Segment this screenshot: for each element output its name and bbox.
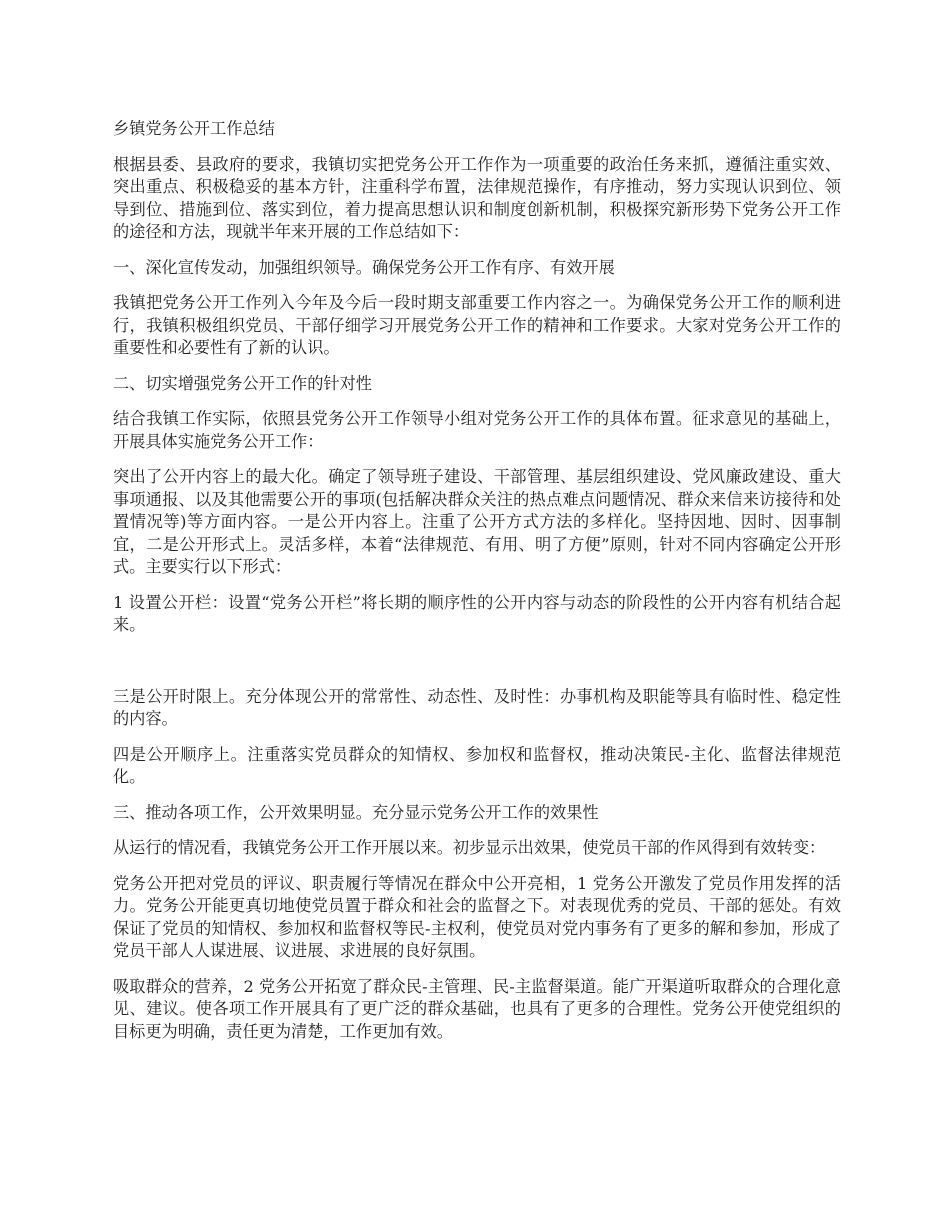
paragraph: 1 设置公开栏：设置“党务公开栏”将长期的顺序性的公开内容与动态的阶段性的公开内容有机结合起来。	[113, 592, 841, 634]
paragraph: 党务公开把对党员的评议、职责履行等情况在群众中公开亮相，1 党务公开激发了党员作用发挥的活力。党务公开能更真切地使党员置于群众和社会的监督之下。对表现优秀的党员、干部的惩处。有效保证了党员的知情权、参加权和监督权等民-主权利，使党员对党内事务有了更多的解和参加，形成了党员干部人人谋进展、议进展、求进展的良好氛围。	[113, 873, 841, 960]
paragraph: 我镇把党务公开工作列入今年及今后一段时期支部重要工作内容之一。为确保党务公开工作的顺利进行，我镇积极组织党员、干部仔细学习开展党务公开工作的精神和工作要求。大家对党务公开工作的重要性和必要性有了新的认识。	[113, 293, 841, 357]
document-body	[113, 118, 841, 1056]
section-heading-2: 二、切实增强党务公开工作的针对性	[113, 373, 372, 393]
paragraph: 吸取群众的营养，2 党务公开拓宽了群众民-主管理、民-主监督渠道。能广开渠道听取群众的合理化意见、建议。使各项工作开展具有了更广泛的群众基础，也具有了更多的合理性。党务公开使党组织的目标更为明确，责任更为清楚，工作更加有效。	[113, 976, 841, 1041]
paragraph: 四是公开顺序上。注重落实党员群众的知情权、参加权和监督权，推动决策民-主化、监督法律规范化。	[113, 744, 841, 786]
intro-paragraph: 根据县委、县政府的要求，我镇切实把党务公开工作作为一项重要的政治任务来抓，遵循注重实效、突出重点、积极稳妥的基本方针，注重科学布置，法律规范操作，有序推动，努力实现认识到位、领导到位、措施到位、落实到位，着力提高思想认识和制度创新机制，积极探究新形势下党务公开工作的途径和方法，现就半年来开展的工作总结如下：	[113, 154, 841, 241]
paragraph: 从运行的情况看，我镇党务公开工作开展以来。初步显示出效果，使党员干部的作风得到有效转变：	[113, 838, 826, 857]
section-heading-3: 三、推动各项工作，公开效果明显。充分显示党务公开工作的效果性	[113, 802, 599, 822]
paragraph: 突出了公开内容上的最大化。确定了领导班子建设、干部管理、基层组织建设、党风廉政建设、重大事项通报、以及其他需要公开的事项(包括解决群众关注的热点难点问题情况、群众来信来访接待和处置情况等)等方面内容。一是公开内容上。注重了公开方式方法的多样化。坚持因地、因时、因事制宜，二是公开形式上。灵活多样，本着“法律规范、有用、明了方便”原则，针对不同内容确定公开形式。主要实行以下形式：	[113, 467, 841, 576]
document-title: 乡镇党务公开工作总结	[113, 119, 275, 138]
paragraph: 三是公开时限上。充分体现公开的常常性、动态性、及时性：办事机构及职能等具有临时性、稳定性的内容。	[113, 686, 841, 728]
section-heading-1: 一、深化宣传发动，加强组织领导。确保党务公开工作有序、有效开展	[113, 257, 615, 277]
blank-space	[113, 650, 841, 686]
paragraph: 结合我镇工作实际，依照县党务公开工作领导小组对党务公开工作的具体布置。征求意见的基础上，开展具体实施党务公开工作：	[113, 409, 841, 451]
